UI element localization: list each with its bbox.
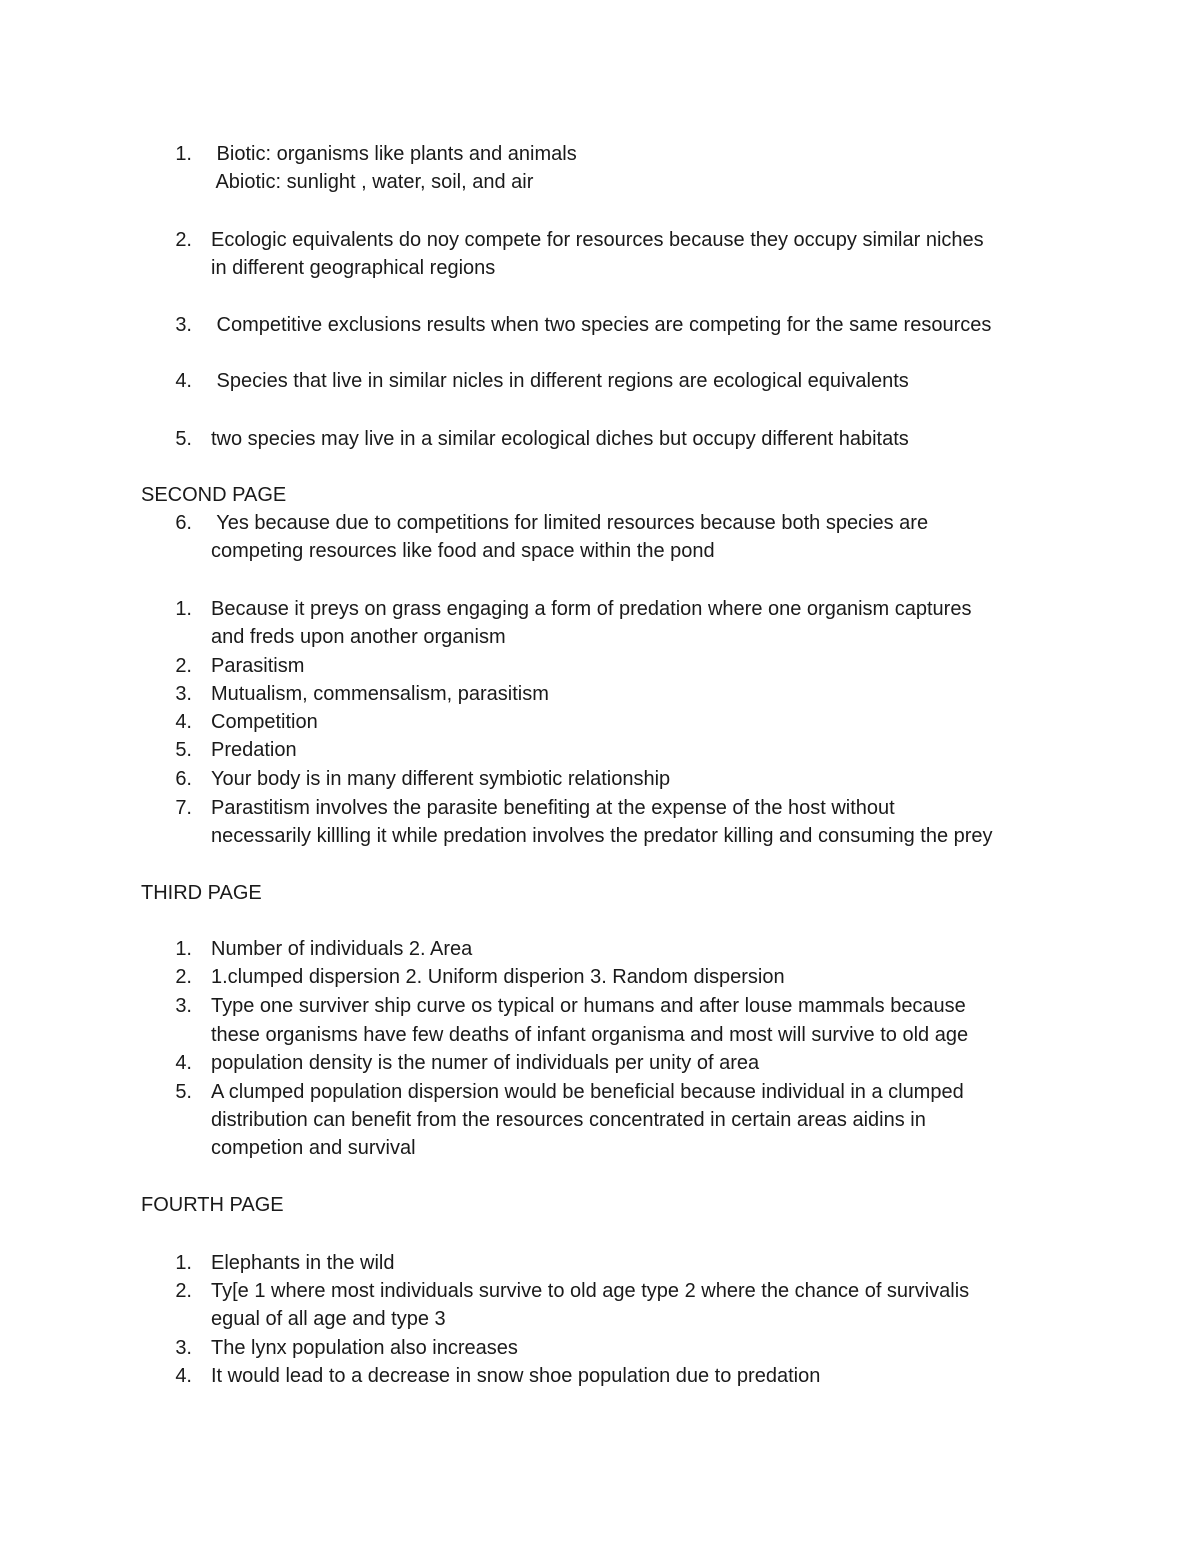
section-heading: THIRD PAGE bbox=[141, 882, 262, 904]
answer-text: It would lead to a decrease in snow shoe population due to predation bbox=[211, 1365, 821, 1387]
answer-text: Competitive exclusions results when two species are competing for the same resources bbox=[211, 314, 992, 336]
answer-text: competion and survival bbox=[211, 1137, 416, 1159]
answer-text: Mutualism, commensalism, parasitism bbox=[211, 683, 549, 705]
answer-text: Your body is in many different symbiotic relationship bbox=[211, 768, 671, 790]
answer-text: two species may live in a similar ecological diches but occupy different habitats bbox=[211, 428, 909, 450]
answer-text: A clumped population dispersion would be beneficial because individual in a clumped bbox=[211, 1081, 964, 1103]
list-number: 2. bbox=[175, 1280, 192, 1302]
list-number: 3. bbox=[175, 314, 192, 336]
list-number: 6. bbox=[175, 512, 192, 534]
list-number: 3. bbox=[175, 1337, 192, 1359]
answer-text: and freds upon another organism bbox=[211, 626, 506, 648]
answer-text: The lynx population also increases bbox=[211, 1337, 518, 1359]
answer-text: Elephants in the wild bbox=[211, 1252, 395, 1274]
list-number: 7. bbox=[175, 797, 192, 819]
list-number: 1. bbox=[175, 598, 192, 620]
list-number: 4. bbox=[175, 711, 192, 733]
list-number: 1. bbox=[175, 143, 192, 165]
answer-text: Parasitism bbox=[211, 655, 305, 677]
list-number: 5. bbox=[175, 1081, 192, 1103]
answer-text: Species that live in similar nicles in different regions are ecological equivalents bbox=[211, 370, 909, 392]
answer-text: competing resources like food and space within the pond bbox=[211, 540, 715, 562]
answer-text: Biotic: organisms like plants and animals bbox=[211, 143, 577, 165]
answer-text: egual of all age and type 3 bbox=[211, 1308, 446, 1330]
list-number: 4. bbox=[175, 370, 192, 392]
answer-text: Predation bbox=[211, 739, 297, 761]
list-number: 3. bbox=[175, 683, 192, 705]
answer-text: Number of individuals 2. Area bbox=[211, 938, 473, 960]
answer-text: necessarily killling it while predation involves the predator killing and consuming the prey bbox=[211, 825, 993, 847]
answer-text: Type one surviver ship curve os typical or humans and after louse mammals because bbox=[211, 995, 966, 1017]
list-number: 1. bbox=[175, 938, 192, 960]
section-heading: SECOND PAGE bbox=[141, 484, 287, 506]
list-number: 6. bbox=[175, 768, 192, 790]
list-number: 2. bbox=[175, 966, 192, 988]
list-number: 2. bbox=[175, 655, 192, 677]
answer-text: in different geographical regions bbox=[211, 257, 496, 279]
list-number: 4. bbox=[175, 1052, 192, 1074]
answer-text: Ty[e 1 where most individuals survive to old age type 2 where the chance of survivalis bbox=[211, 1280, 970, 1302]
answer-text: Parastitism involves the parasite benefiting at the expense of the host without bbox=[211, 797, 895, 819]
list-number: 5. bbox=[175, 739, 192, 761]
answer-text: Yes because due to competitions for limited resources because both species are bbox=[211, 512, 929, 534]
answer-text: Competition bbox=[211, 711, 318, 733]
answer-text: population density is the numer of individuals per unity of area bbox=[211, 1052, 760, 1074]
section-heading: FOURTH PAGE bbox=[141, 1194, 284, 1216]
answer-text: distribution can benefit from the resources concentrated in certain areas aidins in bbox=[211, 1109, 926, 1131]
answer-text: 1.clumped dispersion 2. Uniform disperion 3. Random dispersion bbox=[211, 966, 785, 988]
list-number: 5. bbox=[175, 428, 192, 450]
answer-text: Ecologic equivalents do noy compete for resources because they occupy similar niches bbox=[211, 229, 984, 251]
answer-text: Abiotic: sunlight , water, soil, and air bbox=[211, 171, 534, 193]
list-number: 2. bbox=[175, 229, 192, 251]
answer-text: Because it preys on grass engaging a form of predation where one organism captures bbox=[211, 598, 972, 620]
list-number: 1. bbox=[175, 1252, 192, 1274]
list-number: 4. bbox=[175, 1365, 192, 1387]
list-number: 3. bbox=[175, 995, 192, 1017]
answer-text: these organisms have few deaths of infant organisma and most will survive to old age bbox=[211, 1024, 969, 1046]
